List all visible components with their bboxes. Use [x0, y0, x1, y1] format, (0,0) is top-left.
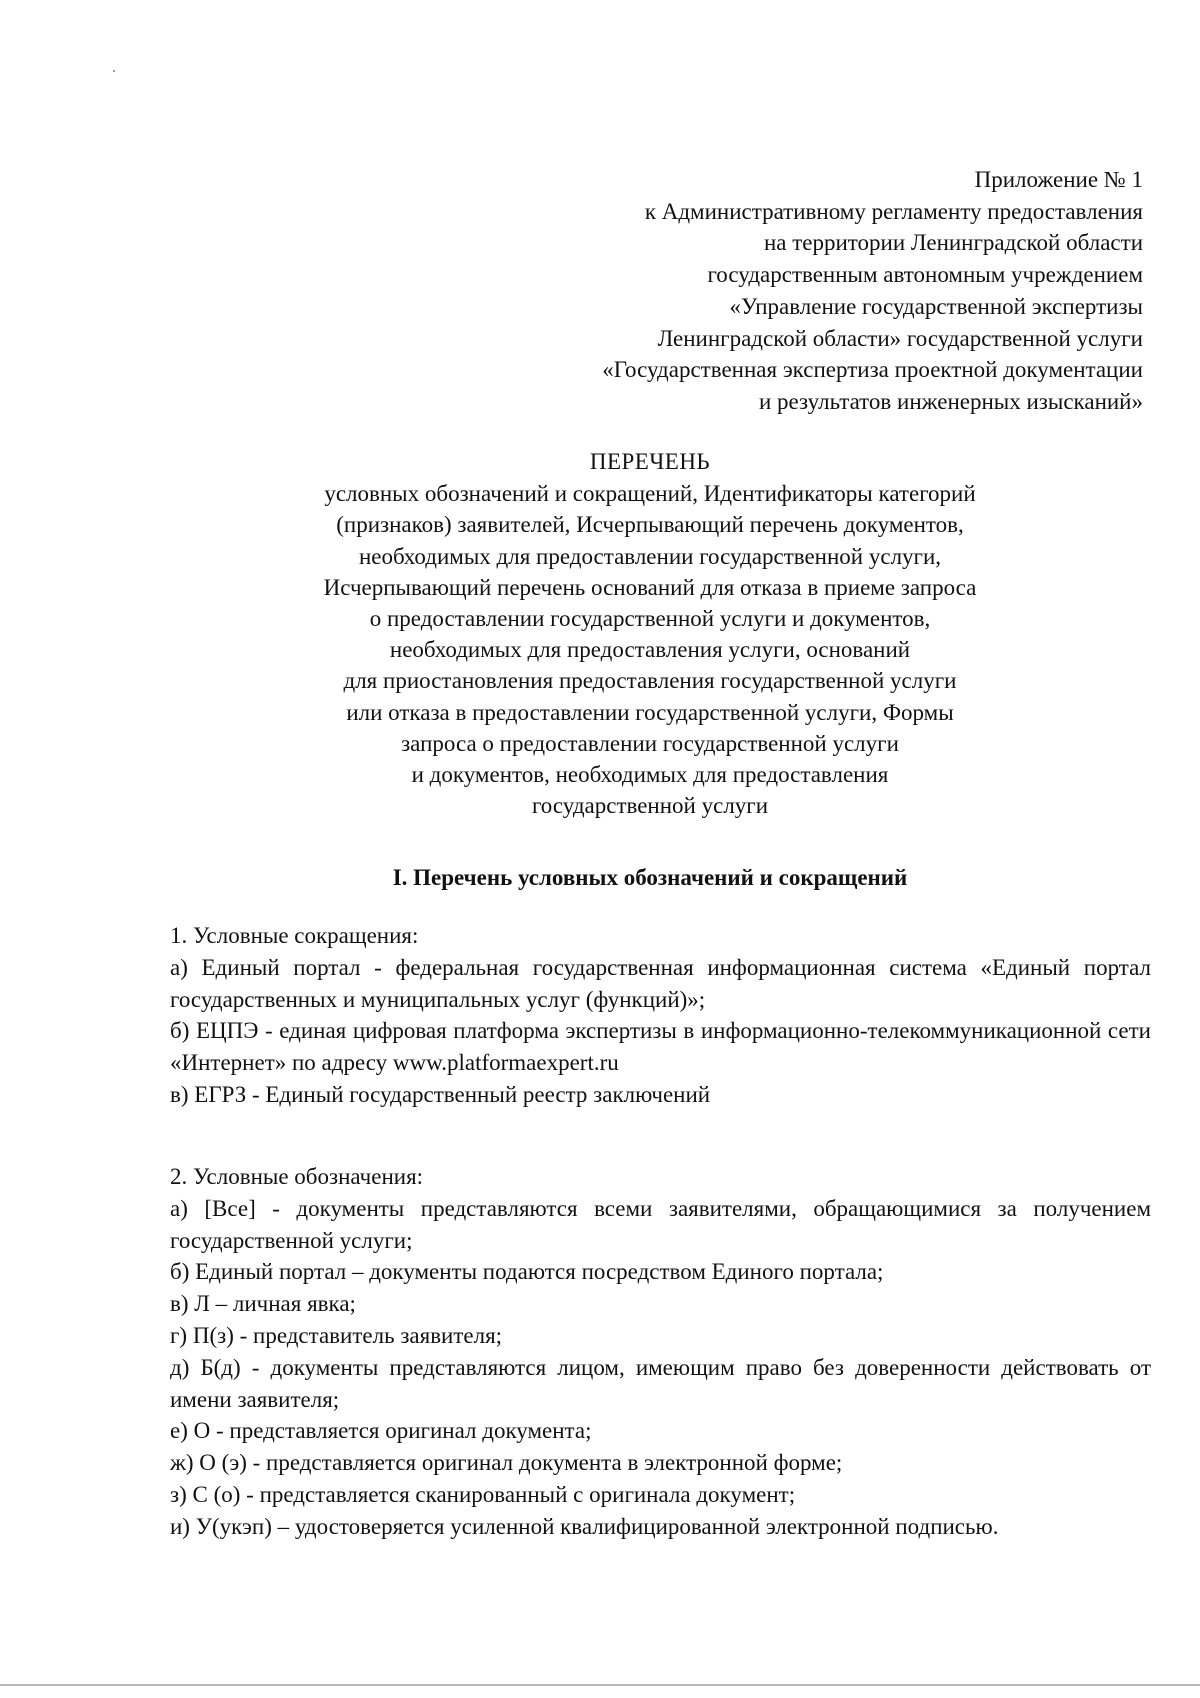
designation-item: а) [Все] - документы представляются всеми заявителями, обращающимися за получением государственной услуги; — [170, 1195, 1151, 1253]
title-line: и документов, необходимых для предоставления — [411, 762, 889, 788]
designation-item: д) Б(д) - документы представляются лицом, имеющим право без доверенности действовать от имени заявителя; — [170, 1354, 1151, 1412]
scan-speck — [113, 70, 115, 72]
designation-item: в) Л – личная явка; — [170, 1291, 356, 1317]
appendix-line: Ленинградской области» государственной услуги — [657, 325, 1143, 351]
page-bottom-edge — [0, 1684, 1200, 1686]
abbreviation-item: а) Единый портал - федеральная государственная информационная система «Единый портал государственных и муниципальных услуг (функций)»; — [170, 954, 1151, 1012]
appendix-line: на территории Ленинградской области — [763, 230, 1143, 256]
designations-block — [170, 1161, 1151, 1543]
title-line: необходимых для предоставления услуги, оснований — [389, 637, 911, 663]
appendix-line: и результатов инженерных изысканий» — [759, 388, 1143, 414]
title-line: для приостановления предоставления государственной услуги — [343, 668, 957, 694]
title-line: или отказа в предоставлении государственной услуги, Формы — [346, 699, 954, 725]
appendix-line: Приложение № 1 — [974, 167, 1143, 192]
abbreviations-heading: 1. Условные сокращения: — [170, 923, 419, 948]
title-heading: ПЕРЕЧЕНЬ — [589, 449, 711, 474]
designation-item: ж) О (э) - представляется оригинал документа в электронной форме; — [170, 1450, 843, 1476]
designations-heading: 2. Условные обозначения: — [170, 1164, 424, 1189]
appendix-header — [443, 164, 1143, 418]
appendix-line: государственным автономным учреждением — [707, 262, 1143, 288]
designation-item: е) О - представляется оригинал документа; — [170, 1418, 592, 1444]
title-line: о предоставлении государственной услуги и документов, — [369, 606, 931, 632]
appendix-line: «Управление государственной экспертизы — [729, 293, 1143, 319]
abbreviations-block — [170, 920, 1151, 1111]
title-line: запроса о предоставлении государственной услуги — [401, 730, 899, 756]
title-line: (признаков) заявителей, Исчерпывающий перечень документов, — [336, 512, 964, 538]
abbreviation-item: в) ЕГРЗ - Единый государственный реестр заключений — [170, 1081, 711, 1107]
appendix-line: к Административному регламенту предоставления — [644, 198, 1143, 224]
title-line: государственной услуги — [531, 793, 769, 819]
section-heading: I. Перечень условных обозначений и сокращений — [392, 865, 908, 890]
document-title — [150, 446, 1150, 821]
title-line: Исчерпывающий перечень оснований для отказа в приеме запроса — [323, 574, 977, 600]
abbreviation-item: б) ЕЦПЭ - единая цифровая платформа экспертизы в информационно-телекоммуникационной сети «Интернет» по адресу www.platformaexpert.ru — [170, 1018, 1151, 1076]
appendix-line: «Государственная экспертиза проектной документации — [602, 357, 1143, 383]
designation-item: б) Единый портал – документы подаются посредством Единого портала; — [170, 1259, 884, 1285]
designation-item: и) У(укэп) – удостоверяется усиленной квалифицированной электронной подписью. — [170, 1513, 999, 1539]
title-line: необходимых для предоставлении государственной услуги, — [358, 543, 942, 569]
designation-item: з) С (о) - представляется сканированный с оригинала документ; — [170, 1481, 796, 1507]
designation-item: г) П(з) - представитель заявителя; — [170, 1322, 503, 1348]
title-line: условных обозначений и сокращений, Идентификаторы категорий — [324, 481, 976, 507]
